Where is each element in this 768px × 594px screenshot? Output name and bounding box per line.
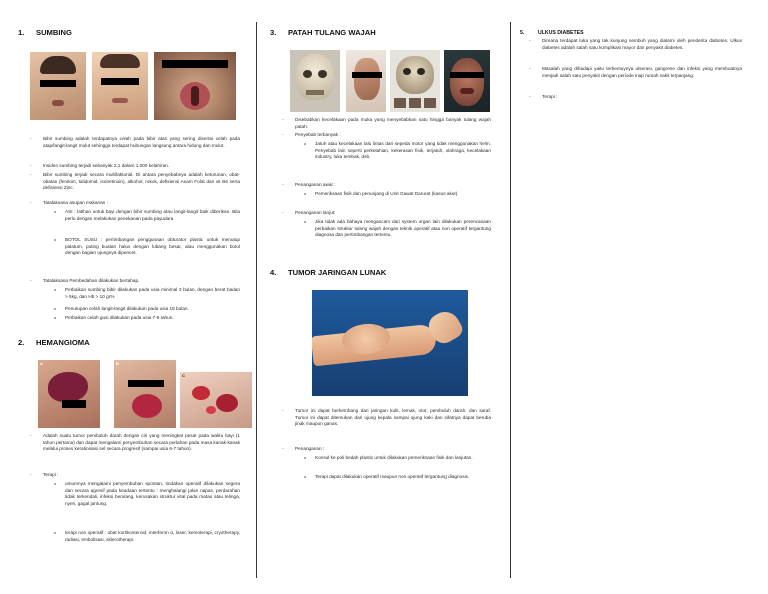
- injured-face-photo: [444, 50, 490, 112]
- column-3: [520, 0, 750, 594]
- patah-sub-lanjut: o Jika tidak ada bahaya mengancam dari system organ lain dilakukan perencanaan perbaikan struktur tulang wajah dengan teknik operatif atau non operatif tergantung diagnosa dan pertimbangan tertentu.: [304, 219, 491, 238]
- section-heading-sumbing: 1. SUMBING: [18, 28, 72, 37]
- ulkus-bullet-1: - Dimana terdapat luka yang tak kunjung sembuh yang dialami oleh penderita diabetes. Ulkus diabetes adalah salah satu komplikasi mayor dari penyakit diabetes.: [529, 38, 742, 50]
- sumbing-sub-bibir: o Perbaikan sumbing bibir dilakukan pada usia minimal 3 bulan, dengan berat badan > 5kg, dan Hb > 10 gr%: [54, 287, 240, 299]
- column-2: [270, 0, 498, 594]
- sumbing-sub-botol: o BOTOL SUSU : pertimbangan penggunaan obturator plastic untuk menutup palatum, puting buatan halus dengan lubang besar, atau menggunakan botol dengan bagian ujungnya dipencet.: [54, 237, 240, 256]
- sumbing-sub-langit: o Penutupan celah langit-langit dilakukan pada usia 18 bulan.: [54, 306, 189, 311]
- eye-censor-bar: [128, 380, 164, 387]
- eye-censor-bar: [352, 72, 382, 78]
- patah-sub-awal: o Pemeriksaan fisik dan penunjang di Unit Gawat Darurat (kasus akut).: [304, 191, 459, 196]
- section-heading-patah-tulang: 3. PATAH TULANG WAJAH: [270, 28, 376, 37]
- patah-bullet-4: - Penanganan lanjut:: [282, 210, 336, 215]
- sumbing-bullet-1: - Bibir sumbing adalah terdapatnya celah pada bibir atas yang sering disertai celah pada atap/langit-langit mulut sehingga terdapat hubungan langsung antara hidung dan mulut.: [30, 136, 240, 148]
- eye-censor-bar: [62, 400, 86, 408]
- cleft-lip-photo-1: [30, 52, 86, 120]
- column-1: [18, 0, 250, 594]
- eye-censor-bar: [101, 78, 139, 85]
- cleft-palate-photo: [154, 52, 236, 120]
- tumor-bullet-1: - Tumor ini dapat berkembang dari jaringan kulit, lemak, otot, pembuluh darah, dan saraf. Tumor ini dapat ditemukan dari ujung kepala sampai ujung kaki dan sifatnya dapat beruba jinak maupun ganas.: [282, 408, 491, 427]
- hemangioma-bullet-1: - Adalah suatu tumor pembuluh darah dengan ciri yang meningkat pesat pada waktu bayi (1 tahun pertama) dan dapat mengalami penyembuhan secara perlahan pada masa kanak-kanak melalui proses keratinisasi sel secara progresif (sampai usia 6-7 tahun).: [30, 433, 240, 452]
- sumbing-bullet-4: - Tatalaksana asupan makanan :: [30, 200, 108, 205]
- hemangioma-photo-b: B: [114, 360, 176, 428]
- patah-bullet-2: - Penyebab terbanyak :: [282, 132, 341, 137]
- eye-censor-bar: [450, 72, 484, 78]
- tumor-sub-terapi: o Terapi dapat dilakukan operatif maupun non operatif tergantung diagnosis.: [304, 474, 470, 479]
- hemangioma-photo-c: C: [180, 372, 252, 428]
- hemangioma-bullet-2: - Terapi :: [30, 472, 59, 477]
- patah-sub-penyebab: o Jatuh atau kecelakaan lalu lintas dari sepeda motor yang tidak menggunakan helm. Penyebab lain seperti perkelahian, kekerasan fisik, terjatuh, olahraga, kecelakaan industry, luka tembak, dsb.: [304, 141, 491, 160]
- skull-photo: [290, 50, 340, 112]
- sumbing-sub-asi: o ASI : latihan untuk bayi dengan bibir sumbing atau langit-langit baik diberikan. Bila perlu dengan melakukan penekanan pada payudara: [54, 209, 240, 221]
- tumor-bullet-2: - Penanganan :: [282, 446, 325, 451]
- column-divider-2: [510, 22, 511, 578]
- skull-xray-photo: [390, 50, 440, 112]
- face-profile-photo: [346, 50, 386, 112]
- hemangioma-photo-a: A: [38, 360, 100, 428]
- sumbing-bullet-2: - Insiden sumbing terjadi sebanyak 2,1 dalam 1.000 kelahiran.: [30, 163, 170, 168]
- ulkus-bullet-3: - Terapi :: [529, 94, 558, 99]
- sumbing-bullet-5: - Tatalaksana Pembedahan dilakukan bertahap.: [30, 278, 140, 283]
- tumor-sub-konsul: o Konsul ke poli bedah plastic untuk dilakukan pemeriksaan fisik dan lanjutan.: [304, 455, 473, 460]
- patah-bullet-1: - Disebabkan kecelakaan pada muka yang menyebabkan satu hingga banyak tulang wajah patah.: [282, 117, 491, 129]
- cleft-lip-photo-2: [92, 52, 148, 120]
- ulkus-bullet-2: - Masalah yang dihadapi yaitu terbentuynya ulserasi, gangrene dan infeksi yang membuatnya menjadi salah satu penyakit dengan periode inap rumah sakit terpanjang.: [529, 66, 742, 78]
- section-heading-ulkus: 5. ULKUS DIABETES: [520, 30, 584, 36]
- eye-censor-bar: [162, 60, 228, 68]
- eye-censor-bar: [40, 80, 76, 87]
- section-heading-hemangioma: 2. HEMANGIOMA: [18, 338, 90, 347]
- forearm-tumor-photo: [312, 290, 468, 396]
- hemangioma-sub-spontan: o umumnya mengalami penyembuhan spontan, tindakan operatif dilakukan segera dan secara agresif pada keadaan tertentu : menghalangi jalan napas, perdarahan tidak terkendali, infeksi berulang, kerusakan struktur vital pada matau atau telinga, nyeri, gagal jantung.: [54, 481, 240, 506]
- patah-bullet-3: - Penanganan awal :: [282, 182, 336, 187]
- hemangioma-sub-nonoperatif: o terapi non operatif : obat kortikosteroid, interferon α, laser, kemoterapi, cryotherapy, radiasi, embolisasi, sklerotherapi.: [54, 530, 240, 542]
- sumbing-bullet-3: - Bibir sumbing terjadi secara multifaktorial. Di antara penyebabnya adalah keturunan, obat-obatan (fenitoin, talidomid, isotretinoin), alkohol, rokok, defisiensi Asam Folat dan vit B6 serta defisiensi Zinc.: [30, 172, 240, 191]
- section-heading-tumor: 4. TUMOR JARINGAN LUNAK: [270, 268, 387, 277]
- sumbing-sub-gusi: o Perbaikan celah gusi dilakukan pada usia 7-9 tahun.: [54, 315, 174, 320]
- column-divider-1: [256, 22, 257, 578]
